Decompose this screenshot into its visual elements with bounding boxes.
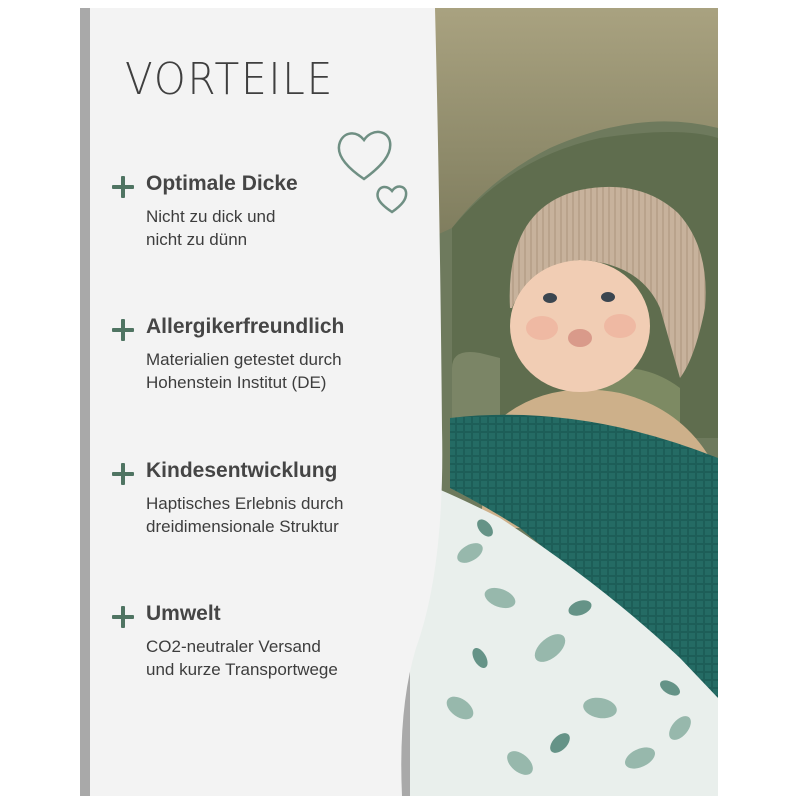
page-title: VORTEILE [125,54,335,105]
plus-icon [110,317,136,343]
benefit-title: Optimale Dicke [146,172,298,195]
benefit-description: Haptisches Erlebnis durch dreidimensionale Struktur [146,494,344,536]
benefit-description: Materialien getestet durch Hohenstein Institut (DE) [146,350,342,392]
benefit-title: Kindesentwicklung [146,459,338,482]
product-image-frame [80,8,718,796]
benefit-description: CO2-neutraler Versand und kurze Transportwege [146,637,338,679]
plus-icon [110,461,136,487]
benefit-title: Allergikerfreundlich [146,315,345,338]
plus-icon [110,174,136,200]
benefit-description: Nicht zu dick und nicht zu dünn [146,207,276,249]
plus-icon [110,604,136,630]
benefit-title: Umwelt [146,602,221,625]
